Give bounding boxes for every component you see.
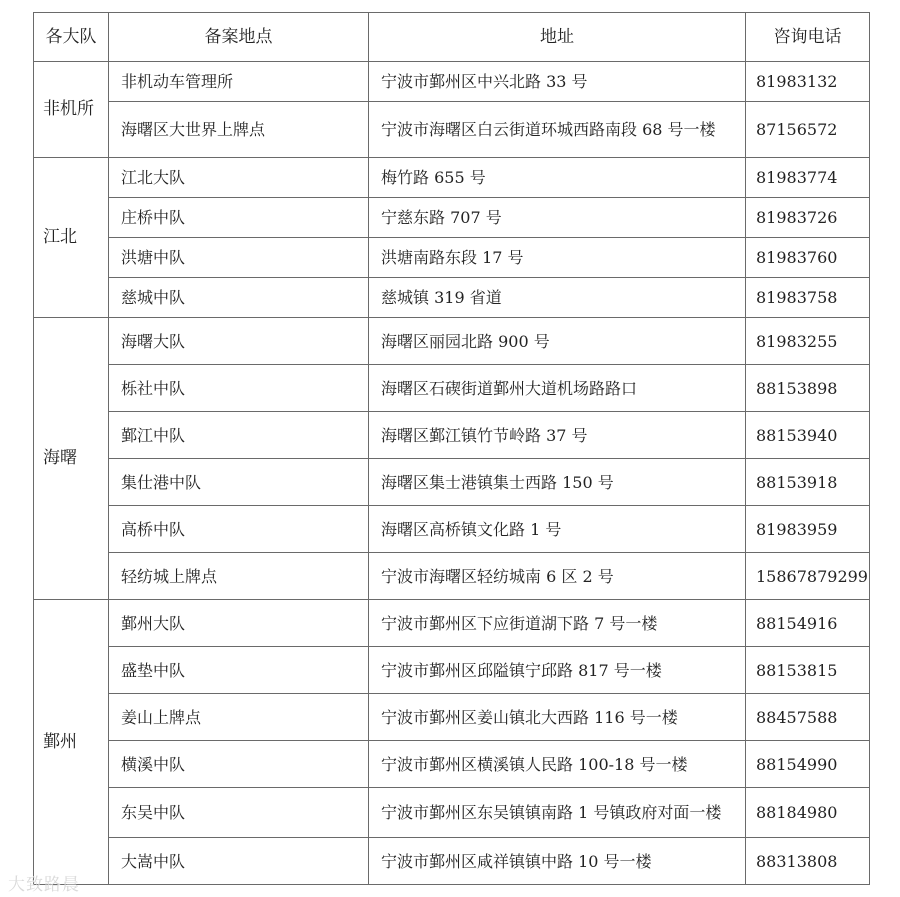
place-cell: 大嵩中队 [109,838,369,885]
address-cell: 海曙区鄞江镇竹节岭路 37 号 [369,412,746,459]
place-cell: 鄞州大队 [109,600,369,647]
phone-cell: 88457588 [746,694,870,741]
table-row [34,102,870,158]
table-row [34,158,870,198]
phone-cell: 88153898 [746,365,870,412]
phone-cell: 81983255 [746,318,870,365]
phone-cell: 88153815 [746,647,870,694]
table-row [34,788,870,838]
place-cell: 姜山上牌点 [109,694,369,741]
table-row [34,412,870,459]
table-row [34,506,870,553]
address-cell: 宁波市鄞州区下应街道湖下路 7 号一楼 [369,600,746,647]
table-row [34,459,870,506]
place-cell: 海曙大队 [109,318,369,365]
address-cell: 洪塘南路东段 17 号 [369,238,746,278]
table-row [34,238,870,278]
table-row [34,600,870,647]
phone-cell: 88153940 [746,412,870,459]
address-cell: 海曙区丽园北路 900 号 [369,318,746,365]
phone-cell: 88154990 [746,741,870,788]
header-address: 地址 [369,13,746,62]
place-cell: 集仕港中队 [109,459,369,506]
table-row [34,365,870,412]
place-cell: 盛垫中队 [109,647,369,694]
place-cell: 高桥中队 [109,506,369,553]
place-cell: 鄞江中队 [109,412,369,459]
place-cell: 非机动车管理所 [109,62,369,102]
phone-cell: 88153918 [746,459,870,506]
place-cell: 东吴中队 [109,788,369,838]
table-row [34,198,870,238]
place-cell: 栎社中队 [109,365,369,412]
phone-cell: 87156572 [746,102,870,158]
phone-cell: 88313808 [746,838,870,885]
phone-cell: 15867879299 [746,553,870,600]
address-cell: 慈城镇 319 省道 [369,278,746,318]
place-cell: 洪塘中队 [109,238,369,278]
watermark: 大致路晨 [8,875,80,895]
table-row [34,553,870,600]
address-cell: 宁波市海曙区轻纺城南 6 区 2 号 [369,553,746,600]
table-row [34,694,870,741]
place-cell: 江北大队 [109,158,369,198]
address-cell: 宁波市鄞州区邱隘镇宁邱路 817 号一楼 [369,647,746,694]
header-phone: 咨询电话 [746,13,870,62]
group-cell: 鄞州 [34,600,109,885]
phone-cell: 81983726 [746,198,870,238]
table-row [34,647,870,694]
address-cell: 海曙区集士港镇集士西路 150 号 [369,459,746,506]
address-cell: 宁波市鄞州区横溪镇人民路 100-18 号一楼 [369,741,746,788]
header-team: 各大队 [34,13,109,62]
address-cell: 宁波市海曙区白云街道环城西路南段 68 号一楼 [369,102,746,158]
table-body [34,62,870,885]
address-cell: 梅竹路 655 号 [369,158,746,198]
address-cell: 宁波市鄞州区中兴北路 33 号 [369,62,746,102]
address-cell: 海曙区高桥镇文化路 1 号 [369,506,746,553]
group-cell: 海曙 [34,318,109,600]
address-cell: 宁波市鄞州区东吴镇镇南路 1 号镇政府对面一楼 [369,788,746,838]
phone-cell: 88184980 [746,788,870,838]
place-cell: 庄桥中队 [109,198,369,238]
header-place: 备案地点 [109,13,369,62]
address-cell: 宁波市鄞州区咸祥镇镇中路 10 号一楼 [369,838,746,885]
place-cell: 横溪中队 [109,741,369,788]
phone-cell: 81983758 [746,278,870,318]
table-row [34,318,870,365]
group-cell: 江北 [34,158,109,318]
phone-cell: 81983774 [746,158,870,198]
phone-cell: 88154916 [746,600,870,647]
phone-cell: 81983132 [746,62,870,102]
address-cell: 宁波市鄞州区姜山镇北大西路 116 号一楼 [369,694,746,741]
address-cell: 海曙区石碶街道鄞州大道机场路路口 [369,365,746,412]
place-cell: 海曙区大世界上牌点 [109,102,369,158]
address-cell: 宁慈东路 707 号 [369,198,746,238]
group-cell: 非机所 [34,62,109,158]
phone-cell: 81983959 [746,506,870,553]
table-row [34,62,870,102]
place-cell: 慈城中队 [109,278,369,318]
table-header-row [34,13,870,62]
table-row [34,278,870,318]
registration-table [33,12,870,885]
place-cell: 轻纺城上牌点 [109,553,369,600]
phone-cell: 81983760 [746,238,870,278]
table-row [34,838,870,885]
table-row [34,741,870,788]
